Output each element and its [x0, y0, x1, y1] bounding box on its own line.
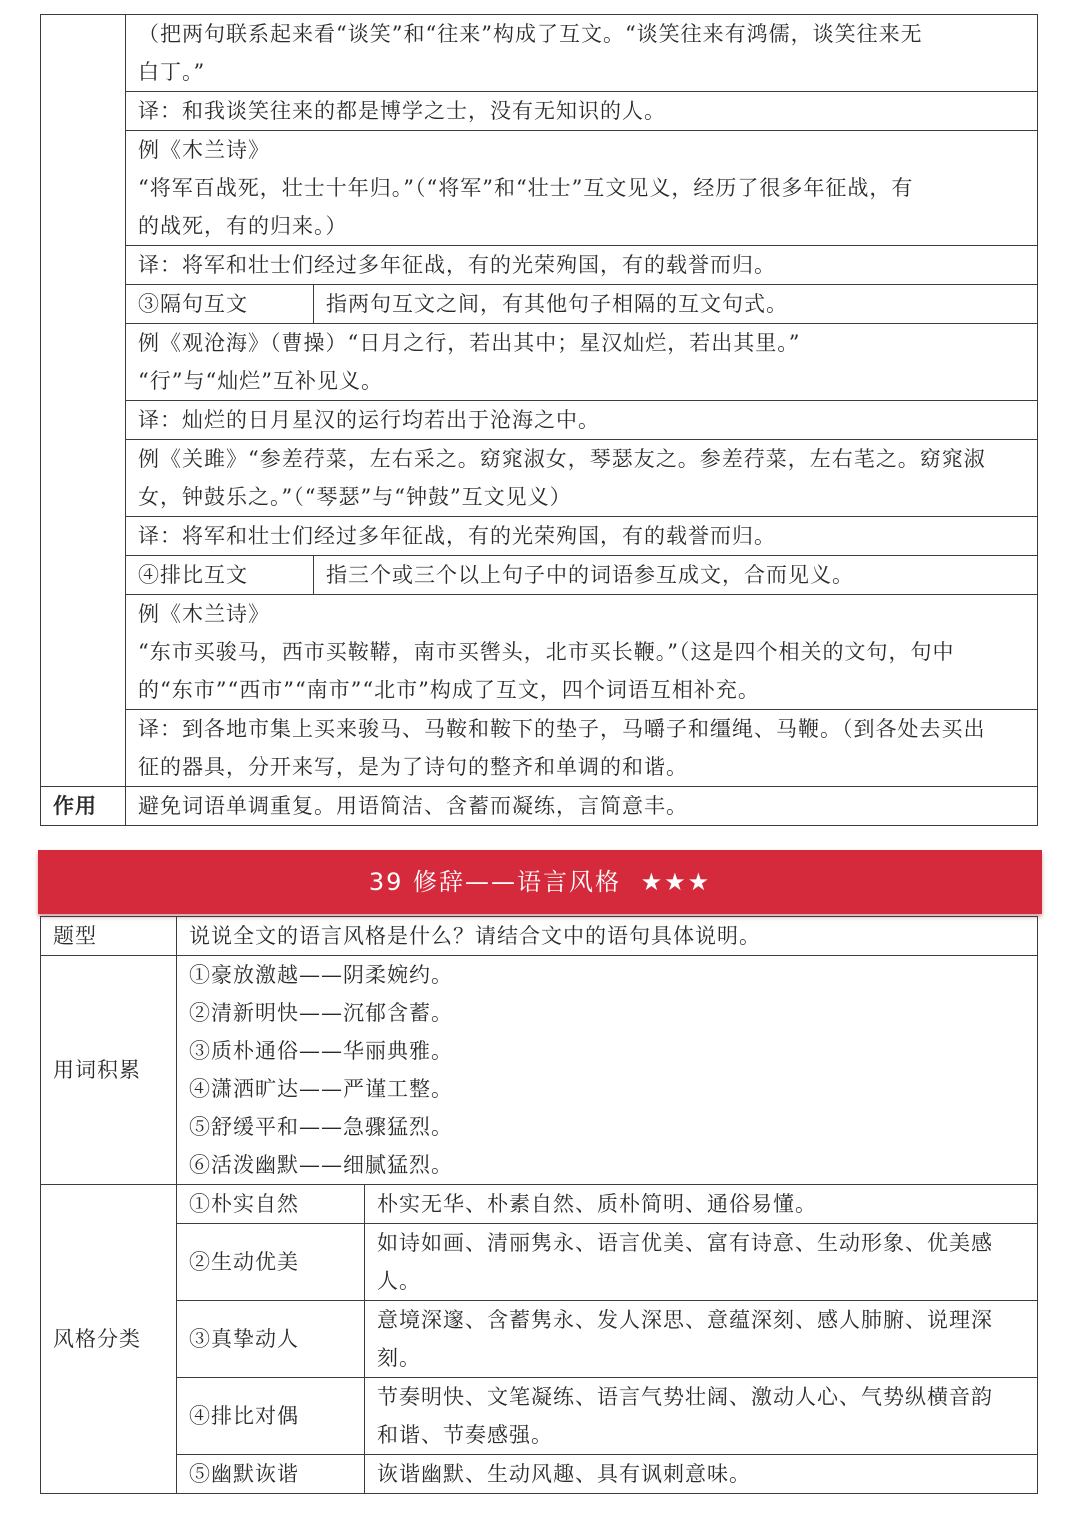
row-translation-4: 译：将军和壮士们经过多年征战，有的光荣殉国，有的载誉而归。 [126, 517, 1038, 556]
top-left-cell [41, 15, 126, 787]
row-translation-2: 译：将军和壮士们经过多年征战，有的光荣殉国，有的载誉而归。 [126, 246, 1038, 285]
section-banner [38, 850, 1042, 914]
style-desc: 朴实无华、朴素自然、质朴简明、通俗易懂。 [365, 1185, 1038, 1224]
list-item: ①豪放激越——阴柔婉约。 [189, 963, 453, 987]
style-name: ④排比对偶 [177, 1378, 365, 1455]
row-example-4: 例《关雎》“参差荇菜，左右采之。窈窕淑女，琴瑟友之。参差荇菜，左右芼之。窈窕淑 女，钟鼓乐之。”（“琴瑟”与“钟鼓”互文见义） [126, 440, 1038, 517]
vocab-list [177, 956, 1038, 1185]
style-table [40, 916, 1038, 1494]
effect-text: 避免词语单调重复。用语简洁、含蓄而凝练，言简意丰。 [126, 787, 1038, 826]
row-example-1: （把两句联系起来看“谈笑”和“往来”构成了互文。“谈笑往来有鸿儒，谈笑往来无 白丁。” [126, 15, 1038, 92]
effect-label: 作用 [41, 787, 126, 826]
row-translation-5: 译：到各地市集上买来骏马、马鞍和鞍下的垫子，马嚼子和缰绳、马鞭。（到各处去买出 征的器具，分开来写，是为了诗句的整齐和单调的和谐。 [126, 710, 1038, 787]
star-rating: ★★★ [640, 868, 712, 896]
section-title: 39 修辞——语言风格 [368, 868, 621, 896]
vocab-label: 用词积累 [41, 956, 177, 1185]
list-item: ③质朴通俗——华丽典雅。 [189, 1039, 453, 1063]
type-label-interval: ③隔句互文 [126, 285, 314, 324]
style-desc: 节奏明快、文笔凝练、语言气势壮阔、激动人心、气势纵横音韵 和谐、节奏感强。 [365, 1378, 1038, 1455]
style-desc: 如诗如画、清丽隽永、语言优美、富有诗意、生动形象、优美感 人。 [365, 1224, 1038, 1301]
list-item: ②清新明快——沉郁含蓄。 [189, 1001, 453, 1025]
list-item: ⑥活泼幽默——细腻猛烈。 [189, 1153, 453, 1177]
style-desc: 意境深邃、含蓄隽永、发人深思、意蕴深刻、感人肺腑、说理深 刻。 [365, 1301, 1038, 1378]
type-label-parallel: ④排比互文 [126, 556, 314, 595]
style-name: ②生动优美 [177, 1224, 365, 1301]
row-example-5: 例《木兰诗》 “东市买骏马，西市买鞍鞯，南市买辔头，北市买长鞭。”（这是四个相关的文句，句中 的“东市”“西市”“南市”“北市”构成了互文，四个词语互相补充。 [126, 595, 1038, 710]
question-type-label: 题型 [41, 917, 177, 956]
type-desc-parallel: 指三个或三个以上句子中的词语参互成文，合而见义。 [314, 556, 1038, 595]
row-example-3: 例《观沧海》（曹操）“日月之行，若出其中；星汉灿烂，若出其里。” “行”与“灿烂”互补见义。 [126, 324, 1038, 401]
question-type-text: 说说全文的语言风格是什么？请结合文中的语句具体说明。 [177, 917, 1038, 956]
style-name: ③真挚动人 [177, 1301, 365, 1378]
list-item: ④潇洒旷达——严谨工整。 [189, 1077, 453, 1101]
row-translation-1: 译：和我谈笑往来的都是博学之士，没有无知识的人。 [126, 92, 1038, 131]
list-item: ⑤舒缓平和——急骤猛烈。 [189, 1115, 453, 1139]
style-category-label: 风格分类 [41, 1185, 177, 1494]
row-translation-3: 译：灿烂的日月星汉的运行均若出于沧海之中。 [126, 401, 1038, 440]
style-name: ①朴实自然 [177, 1185, 365, 1224]
style-desc: 诙谐幽默、生动风趣、具有讽刺意味。 [365, 1455, 1038, 1494]
type-desc-interval: 指两句互文之间，有其他句子相隔的互文句式。 [314, 285, 1038, 324]
style-name: ⑤幽默诙谐 [177, 1455, 365, 1494]
row-example-2: 例《木兰诗》 “将军百战死，壮士十年归。”（“将军”和“壮士”互文见义，经历了很多年征战，有 的战死，有的归来。） [126, 131, 1038, 246]
top-table [40, 14, 1038, 826]
